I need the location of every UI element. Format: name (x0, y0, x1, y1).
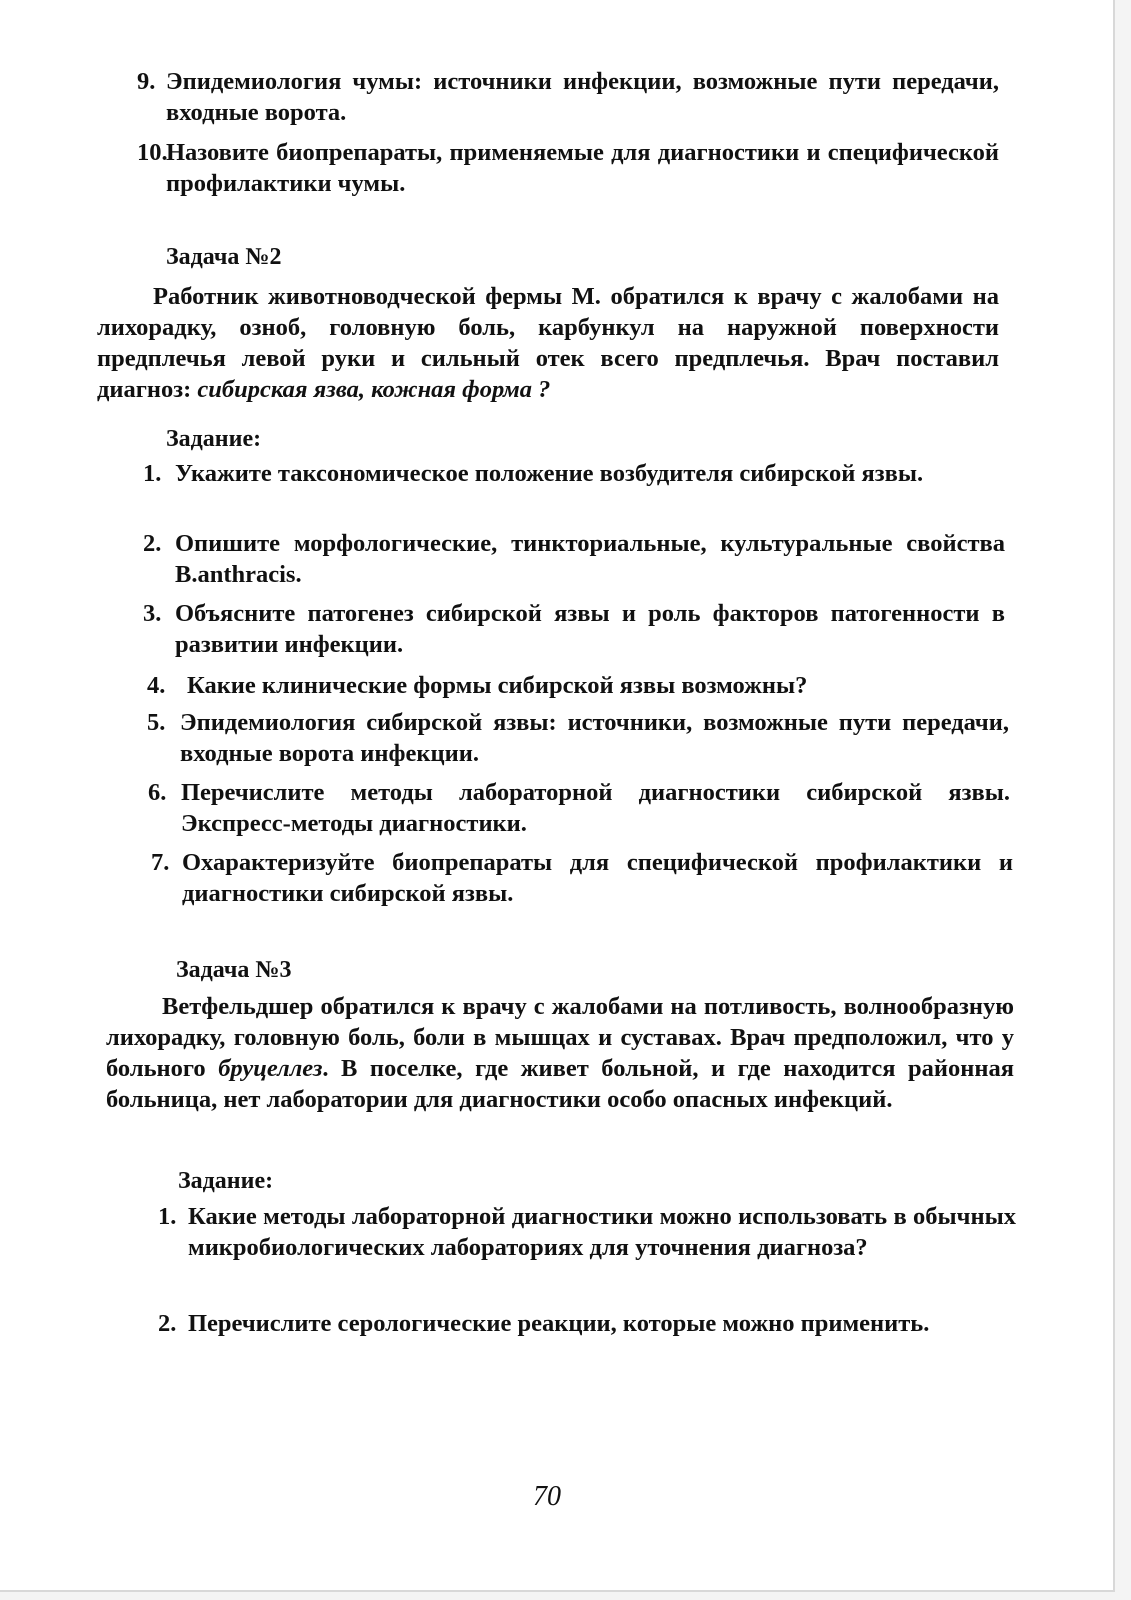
item-text: Перечислите методы лабораторной диагностики сибирской язвы. Экспресс-методы диагностики. (181, 779, 1010, 837)
task-3-assignment-label: Задание: (178, 1168, 274, 1194)
item-number: 5. (147, 709, 166, 736)
task-2-paragraph (97, 281, 999, 405)
list-item (143, 458, 1005, 489)
list-item (143, 528, 1005, 590)
item-number: 1. (143, 460, 162, 487)
list-item (148, 777, 1010, 839)
item-text: Эпидемиология чумы: источники инфекции, возможные пути передачи, входные ворота. (166, 68, 999, 126)
item-text: Назовите биопрепараты, применяемые для диагностики и специфической профилактики чумы. (166, 139, 999, 197)
item-text: Охарактеризуйте биопрепараты для специфической профилактики и диагностики сибирской язвы. (182, 849, 1013, 907)
list-item (143, 598, 1005, 660)
task-2-title: Задача №2 (166, 244, 282, 270)
task-3-title: Задача №3 (176, 957, 292, 983)
item-number: 3. (143, 600, 162, 627)
list-item (151, 847, 1013, 909)
task-3-diagnosis: бруцеллез (218, 1055, 323, 1082)
item-number: 2. (143, 530, 162, 557)
item-number: 4. (147, 672, 166, 699)
item-number: 7. (151, 849, 170, 876)
item-number: 9. (137, 68, 156, 95)
page-number: 70 (533, 1481, 561, 1512)
item-text: Опишите морфологические, тинкториальные, культуральные свойства B.anthracis. (175, 530, 1005, 588)
list-item (158, 1308, 1016, 1339)
list-item (147, 670, 1009, 701)
item-number: 1. (158, 1203, 177, 1230)
list-item (158, 1201, 1016, 1263)
item-number: 6. (148, 779, 167, 806)
list-item (137, 137, 999, 199)
item-text: Эпидемиология сибирской язвы: источники, возможные пути передачи, входные ворота инфекции. (180, 709, 1009, 767)
task-3-paragraph (106, 991, 1014, 1115)
item-number: 10. (137, 139, 168, 166)
task-2-text: Работник животноводческой фермы М. обратился к врачу с жалобами на лихорадку, озноб, головную боль, карбункул на наружной поверхности предплечья левой руки и сильный отек всего предплечья. Врач поставил диагноз: (97, 283, 999, 403)
item-number: 2. (158, 1310, 177, 1337)
task-2-assignment-label: Задание: (166, 426, 262, 452)
item-text: Укажите таксономическое положение возбудителя сибирской язвы. (175, 460, 924, 487)
task-3-text: Ветфельдшер обратился к врачу с жалобами на потливость, волнообразную лихорадку, головную боль, боли в мышцах и суставах. Врач предположил, что у больного (106, 993, 1014, 1082)
task-2-diagnosis: сибирская язва, кожная форма ? (197, 376, 551, 403)
item-text: Какие клинические формы сибирской язвы возможны? (187, 672, 808, 699)
task-3-text-continued: . В поселке, где живет больной, и где находится районная больница, нет лаборатории для диагностики особо опасных инфекций. (106, 1055, 1014, 1113)
list-item (147, 707, 1009, 769)
list-item (137, 66, 999, 128)
item-text: Объясните патогенез сибирской язвы и роль факторов патогенности в развитии инфекции. (175, 600, 1005, 658)
item-text: Перечислите серологические реакции, которые можно применить. (188, 1310, 930, 1337)
item-text: Какие методы лабораторной диагностики можно использовать в обычных микробиологических лабораториях для уточнения диагноза? (188, 1203, 1016, 1261)
